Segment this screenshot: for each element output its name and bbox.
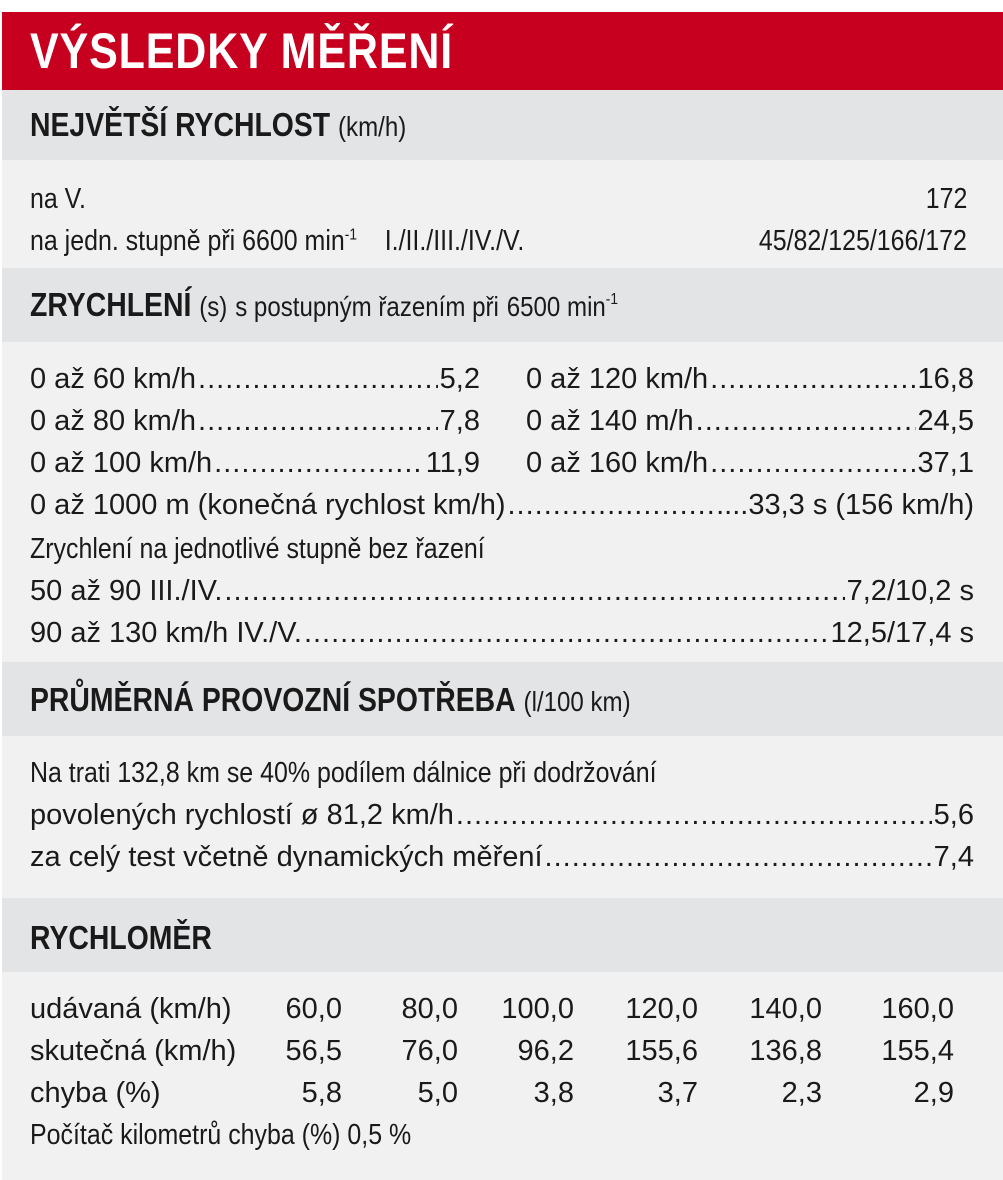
acceleration-unit: (s) — [199, 291, 228, 322]
speedometer-header — [2, 898, 1003, 972]
gear-accel-label: 90 až 130 km/h IV./V. — [30, 617, 302, 649]
gear-accel-heading: Zrychlení na jednotlivé stupně bez řazení — [30, 533, 485, 565]
consumption-label: za celý test včetně dynamických měření — [30, 841, 543, 873]
speedometer-cell: 136,8 — [749, 1035, 822, 1067]
consumption-value: 7,4 — [933, 841, 974, 873]
accel-1000m-value: ....33,3 s (156 km/h) — [716, 489, 974, 521]
consumption-label: povolených rychlostí ø 81,2 km/h — [30, 799, 454, 831]
speedometer-cell: 160,0 — [881, 993, 954, 1025]
speedometer-row-label: chyba (%) — [30, 1077, 161, 1109]
accel-1000m-label: 0 až 1000 m (konečná rychlost km/h) — [30, 489, 506, 521]
accel-left-row-0 — [30, 362, 480, 396]
gear-accel-row-2 — [30, 616, 974, 650]
consumption-header — [2, 662, 1003, 736]
dot-leader — [198, 404, 438, 438]
speedometer-cell: 96,2 — [517, 1035, 574, 1067]
speedometer-cell: 56,5 — [285, 1035, 342, 1067]
dot-leader — [507, 488, 714, 522]
max-speed-heading: NEJVĚTŠÍ RYCHLOST — [30, 106, 331, 143]
accel-1000m-row — [30, 488, 974, 522]
acceleration-header — [2, 268, 1003, 342]
dot-leader — [710, 446, 915, 480]
speedometer-row-label: udávaná (km/h) — [30, 993, 232, 1025]
accel-left-row-1 — [30, 404, 480, 438]
accel-label: 0 až 100 km/h — [30, 447, 213, 479]
gear-accel-value: 7,2/10,2 s — [846, 575, 974, 607]
accel-value: 37,1 — [917, 447, 974, 479]
consumption-heading: PRŮMĚRNÁ PROVOZNÍ SPOTŘEBA — [30, 681, 516, 718]
dot-leader — [710, 362, 915, 396]
accel-right-row-0 — [526, 362, 974, 396]
max-speed-row1-label: na V. — [30, 183, 86, 215]
accel-value: 16,8 — [917, 363, 974, 395]
max-speed-row2-value: 45/82/125/166/172 — [758, 225, 967, 257]
max-speed-unit: (km/h) — [338, 111, 407, 142]
max-speed-row1-value: 172 — [925, 183, 967, 215]
acceleration-rpm: 6500 min — [506, 291, 606, 322]
dot-leader — [304, 616, 829, 650]
acceleration-subtitle: s postupným řazením při — [235, 291, 499, 322]
accel-label: 0 až 80 km/h — [30, 405, 197, 437]
accel-left-row-2 — [30, 446, 480, 480]
accel-right-row-2 — [526, 446, 974, 480]
acceleration-body — [2, 342, 1003, 662]
max-speed-gears: I./II./III./IV./V. — [384, 225, 525, 257]
consumption-row-2 — [30, 840, 974, 874]
max-speed-header — [2, 90, 1003, 160]
speedometer-cell: 80,0 — [401, 993, 458, 1025]
max-speed-row2 — [30, 224, 524, 258]
consumption-row-1 — [30, 798, 974, 832]
speedometer-cell: 76,0 — [401, 1035, 458, 1067]
speedometer-body — [2, 972, 1003, 1180]
speedometer-cell: 155,4 — [881, 1035, 954, 1067]
consumption-unit: (l/100 km) — [523, 686, 631, 717]
speedometer-cell: 2,3 — [781, 1077, 822, 1109]
speedometer-cell: 120,0 — [625, 993, 698, 1025]
speedometer-cell: 3,7 — [657, 1077, 698, 1109]
dot-leader — [224, 574, 844, 608]
speedometer-heading: RYCHLOMĚR — [30, 919, 212, 956]
accel-label: 0 až 140 m/h — [526, 405, 694, 437]
dot-leader — [545, 840, 932, 874]
title-bar — [2, 12, 1003, 90]
consumption-value: 5,6 — [933, 799, 974, 831]
max-speed-row2-label: na jedn. stupně při 6600 min — [30, 225, 345, 257]
page-title: VÝSLEDKY MĚŘENÍ — [30, 23, 454, 79]
gear-accel-row-1 — [30, 574, 974, 608]
accel-value: 5,2 — [439, 363, 480, 395]
speedometer-cell: 2,9 — [913, 1077, 954, 1109]
speedometer-cell: 155,6 — [625, 1035, 698, 1067]
max-speed-row2-sup: -1 — [344, 226, 357, 244]
accel-label: 0 až 60 km/h — [30, 363, 197, 395]
accel-label: 0 až 160 km/h — [526, 447, 709, 479]
max-speed-body — [2, 160, 1003, 268]
accel-value: 24,5 — [917, 405, 974, 437]
gear-accel-label: 50 až 90 III./IV. — [30, 575, 223, 607]
speedometer-row-label: skutečná (km/h) — [30, 1035, 237, 1067]
speedometer-cell: 3,8 — [533, 1077, 574, 1109]
speedometer-cell: 100,0 — [501, 993, 574, 1025]
gear-accel-value: 12,5/17,4 s — [830, 617, 974, 649]
speedometer-cell: 5,0 — [417, 1077, 458, 1109]
speedometer-table — [30, 992, 974, 1122]
consumption-body — [2, 736, 1003, 898]
odometer-error: Počítač kilometrů chyba (%) 0,5 % — [30, 1119, 412, 1151]
acceleration-rpm-sup: -1 — [605, 291, 619, 308]
dot-leader — [696, 404, 916, 438]
acceleration-heading: ZRYCHLENÍ — [30, 286, 192, 323]
accel-right-row-1 — [526, 404, 974, 438]
dot-leader — [456, 798, 932, 832]
dot-leader — [198, 362, 438, 396]
dot-leader — [214, 446, 424, 480]
speedometer-cell: 5,8 — [301, 1077, 342, 1109]
accel-label: 0 až 120 km/h — [526, 363, 709, 395]
speedometer-cell: 60,0 — [285, 993, 342, 1025]
speedometer-cell: 140,0 — [749, 993, 822, 1025]
consumption-line1: Na trati 132,8 km se 40% podílem dálnice při dodržování — [30, 757, 657, 789]
accel-value: 11,9 — [425, 447, 480, 479]
accel-value: 7,8 — [439, 405, 480, 437]
